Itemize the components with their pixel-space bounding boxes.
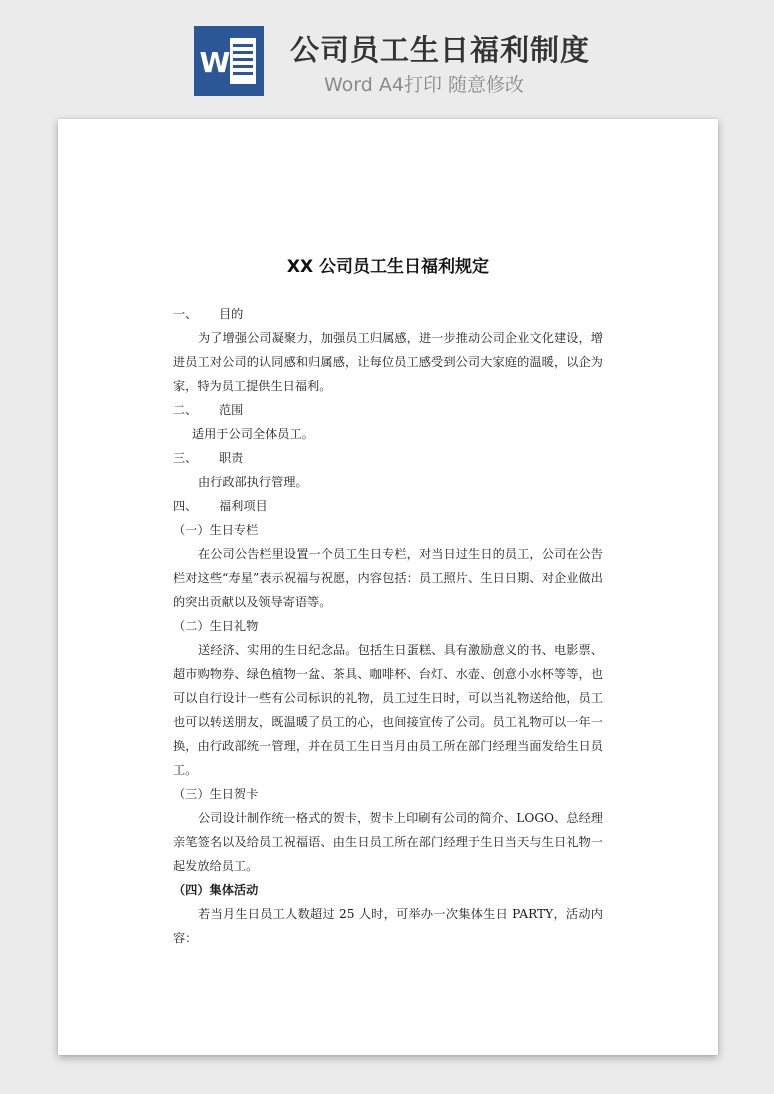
template-subtitle: Word A4打印 随意修改 [324,74,525,96]
item-paragraph: 若当月生日员工人数超过 25 人时，可举办一次集体生日 PARTY，活动内容： [173,907,603,945]
template-title: 公司员工生日福利制度 [290,33,591,67]
section-heading: 三、 职责 [173,451,244,465]
template-header [0,0,774,110]
duty-paragraph: 由行政部执行管理。 [198,475,308,489]
svg-text:W: W [199,46,231,79]
document-title: XX 公司员工生日福利规定 [286,257,490,277]
scope-paragraph: 适用于公司全体员工。 [192,427,314,441]
item-heading: （四）集体活动 [173,883,259,897]
section-heading: 一、 目的 [173,307,244,321]
item-paragraph: 公司设计制作统一格式的贺卡，贺卡上印刷有公司的简介、LOGO、总经理亲笔签名以及给员工祝福语、由生日员工所在部门经理于生日当天与生日礼物一起发放给员工。 [173,811,603,873]
document-page [58,119,718,1055]
item-paragraph: 在公司公告栏里设置一个员工生日专栏，对当日过生日的员工，公司在公告栏对这些“寿星”表示祝福与祝愿，内容包括：员工照片、生日日期、对企业做出的突出贡献以及领导寄语等。 [173,547,603,609]
document-body [173,302,603,950]
item-heading: （二）生日礼物 [173,619,259,633]
word-icon [194,26,264,96]
item-heading: （三）生日贺卡 [173,787,259,801]
section-heading: 四、 福利项目 [173,499,268,513]
section-heading: 二、 范围 [173,403,244,417]
purpose-paragraph: 为了增强公司凝聚力，加强员工归属感，进一步推动公司企业文化建设，增进员工对公司的认同感和归属感，让每位员工感受到公司大家庭的温暖，以企为家，特为员工提供生日福利。 [173,331,603,393]
item-paragraph: 送经济、实用的生日纪念品。包括生日蛋糕、具有激励意义的书、电影票、超市购物券、绿色植物一盆、茶具、咖啡杯、台灯、水壶、创意小水杯等等，也可以自行设计一些有公司标识的礼物，员工过生日时，可以当礼物送给他，员工也可以转送朋友，既温暖了员工的心，也间接宣传了公司。员工礼物可以一年一换，由行政部统一管理，并在员工生日当月由员工所在部门经理当面发给生日员工。 [173,643,603,777]
item-heading: （一）生日专栏 [173,523,259,537]
